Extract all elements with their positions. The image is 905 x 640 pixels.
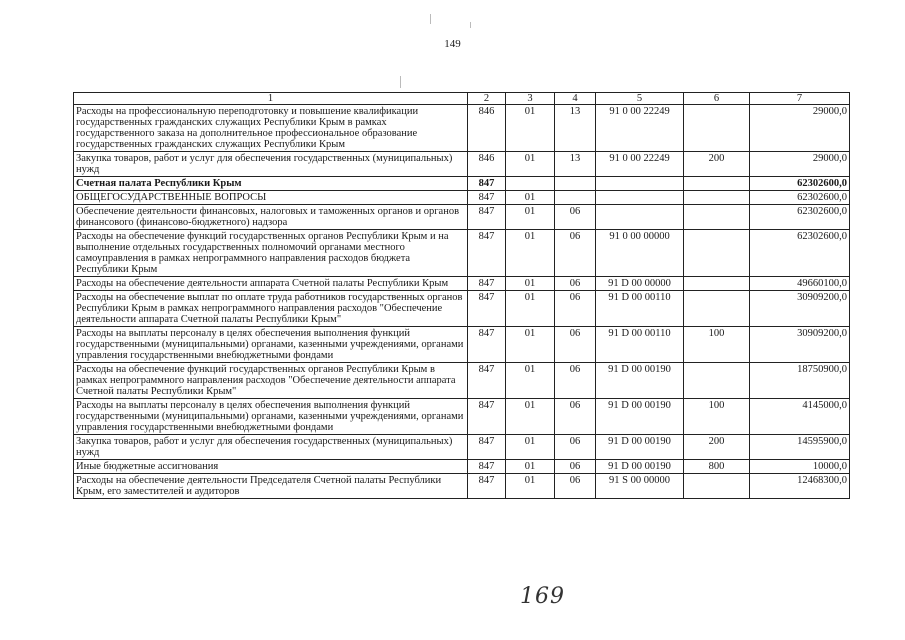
table-row bbox=[74, 435, 850, 460]
cell-subsection: 06 bbox=[555, 230, 596, 277]
cell-target bbox=[596, 177, 684, 191]
cell-code: 847 bbox=[468, 435, 506, 460]
cell-code: 847 bbox=[468, 277, 506, 291]
cell-subsection: 06 bbox=[555, 277, 596, 291]
cell-code: 847 bbox=[468, 177, 506, 191]
table-row bbox=[74, 191, 850, 205]
cell-subsection: 06 bbox=[555, 327, 596, 363]
header-row bbox=[74, 93, 850, 105]
header-subsection: 4 bbox=[555, 93, 596, 105]
cell-name: Расходы на выплаты персоналу в целях обеспечения выполнения функций государственными (муниципальными) органами, казенными учреждениями, органами управления государственными внебюджетными фондами bbox=[74, 327, 468, 363]
table-row bbox=[74, 152, 850, 177]
table-row bbox=[74, 327, 850, 363]
table-row bbox=[74, 474, 850, 499]
cell-target: 91 D 00 00110 bbox=[596, 327, 684, 363]
scan-artifact bbox=[470, 22, 471, 28]
scan-artifact bbox=[400, 76, 401, 88]
table-row bbox=[74, 230, 850, 277]
cell-type bbox=[684, 105, 750, 152]
cell-amount: 14595900,0 bbox=[750, 435, 850, 460]
table-row bbox=[74, 205, 850, 230]
cell-code: 846 bbox=[468, 152, 506, 177]
cell-type: 800 bbox=[684, 460, 750, 474]
cell-target: 91 D 00 00000 bbox=[596, 277, 684, 291]
cell-section: 01 bbox=[506, 363, 555, 399]
cell-code: 847 bbox=[468, 460, 506, 474]
cell-amount: 62302600,0 bbox=[750, 205, 850, 230]
cell-code: 847 bbox=[468, 327, 506, 363]
header-section: 3 bbox=[506, 93, 555, 105]
cell-name: Иные бюджетные ассигнования bbox=[74, 460, 468, 474]
cell-section: 01 bbox=[506, 191, 555, 205]
cell-target bbox=[596, 205, 684, 230]
cell-type: 200 bbox=[684, 435, 750, 460]
cell-target: 91 0 00 00000 bbox=[596, 230, 684, 277]
cell-type: 100 bbox=[684, 399, 750, 435]
cell-type: 100 bbox=[684, 327, 750, 363]
table-row bbox=[74, 177, 850, 191]
budget-table bbox=[73, 92, 850, 499]
cell-amount: 10000,0 bbox=[750, 460, 850, 474]
cell-name: Расходы на обеспечение деятельности Председателя Счетной палаты Республики Крым, его заместителей и аудиторов bbox=[74, 474, 468, 499]
cell-subsection: 06 bbox=[555, 205, 596, 230]
cell-name: Расходы на обеспечение функций государственных органов Республики Крым в рамках непрограммного направления расходов "Обеспечение деятельности аппарата Счетной палаты Республики Крым" bbox=[74, 363, 468, 399]
cell-target: 91 0 00 22249 bbox=[596, 152, 684, 177]
cell-subsection bbox=[555, 191, 596, 205]
cell-subsection bbox=[555, 177, 596, 191]
cell-amount: 30909200,0 bbox=[750, 327, 850, 363]
cell-section: 01 bbox=[506, 291, 555, 327]
cell-subsection: 13 bbox=[555, 105, 596, 152]
cell-name: Расходы на обеспечение деятельности аппарата Счетной палаты Республики Крым bbox=[74, 277, 468, 291]
cell-code: 847 bbox=[468, 205, 506, 230]
header-code: 2 bbox=[468, 93, 506, 105]
cell-subsection: 06 bbox=[555, 435, 596, 460]
cell-subsection: 06 bbox=[555, 474, 596, 499]
cell-name: Закупка товаров, работ и услуг для обеспечения государственных (муниципальных) нужд bbox=[74, 435, 468, 460]
cell-name: Расходы на профессиональную переподготовку и повышение квалификации государственных гражданских служащих Республики Крым в рамках государственного заказа на дополнительное профессиональное образование государственных гражданских служащих Республики Крым bbox=[74, 105, 468, 152]
cell-amount: 29000,0 bbox=[750, 105, 850, 152]
cell-code: 847 bbox=[468, 291, 506, 327]
cell-amount: 12468300,0 bbox=[750, 474, 850, 499]
cell-target: 91 D 00 00190 bbox=[596, 363, 684, 399]
table-row bbox=[74, 277, 850, 291]
cell-section: 01 bbox=[506, 327, 555, 363]
cell-section: 01 bbox=[506, 460, 555, 474]
cell-name: Счетная палата Республики Крым bbox=[74, 177, 468, 191]
cell-subsection: 13 bbox=[555, 152, 596, 177]
cell-amount: 49660100,0 bbox=[750, 277, 850, 291]
cell-target: 91 D 00 00110 bbox=[596, 291, 684, 327]
cell-amount: 4145000,0 bbox=[750, 399, 850, 435]
cell-type: 200 bbox=[684, 152, 750, 177]
cell-code: 847 bbox=[468, 474, 506, 499]
cell-type bbox=[684, 191, 750, 205]
header-type: 6 bbox=[684, 93, 750, 105]
cell-type bbox=[684, 474, 750, 499]
cell-subsection: 06 bbox=[555, 460, 596, 474]
cell-type bbox=[684, 277, 750, 291]
cell-type bbox=[684, 230, 750, 277]
cell-section: 01 bbox=[506, 152, 555, 177]
cell-amount: 29000,0 bbox=[750, 152, 850, 177]
cell-code: 847 bbox=[468, 230, 506, 277]
scan-artifact bbox=[430, 14, 431, 24]
cell-target: 91 D 00 00190 bbox=[596, 435, 684, 460]
cell-target bbox=[596, 191, 684, 205]
cell-name: Закупка товаров, работ и услуг для обеспечения государственных (муниципальных) нужд bbox=[74, 152, 468, 177]
cell-section: 01 bbox=[506, 205, 555, 230]
cell-code: 847 bbox=[468, 399, 506, 435]
handwritten-page-mark: 169 bbox=[520, 584, 565, 609]
cell-target: 91 S 00 00000 bbox=[596, 474, 684, 499]
table-row bbox=[74, 399, 850, 435]
cell-section: 01 bbox=[506, 399, 555, 435]
cell-target: 91 D 00 00190 bbox=[596, 460, 684, 474]
cell-amount: 18750900,0 bbox=[750, 363, 850, 399]
cell-type bbox=[684, 177, 750, 191]
cell-target: 91 0 00 22249 bbox=[596, 105, 684, 152]
cell-section bbox=[506, 177, 555, 191]
cell-name: Расходы на выплаты персоналу в целях обеспечения выполнения функций государственными (муниципальными) органами, казенными учреждениями, органами управления государственными внебюджетными фондами bbox=[74, 399, 468, 435]
cell-amount: 62302600,0 bbox=[750, 177, 850, 191]
cell-subsection: 06 bbox=[555, 399, 596, 435]
header-name: 1 bbox=[74, 93, 468, 105]
cell-type bbox=[684, 291, 750, 327]
cell-section: 01 bbox=[506, 474, 555, 499]
cell-target: 91 D 00 00190 bbox=[596, 399, 684, 435]
cell-type bbox=[684, 205, 750, 230]
table-row bbox=[74, 363, 850, 399]
cell-code: 847 bbox=[468, 191, 506, 205]
cell-code: 847 bbox=[468, 363, 506, 399]
table-row bbox=[74, 105, 850, 152]
table-row bbox=[74, 291, 850, 327]
cell-type bbox=[684, 363, 750, 399]
cell-name: ОБЩЕГОСУДАРСТВЕННЫЕ ВОПРОСЫ bbox=[74, 191, 468, 205]
cell-section: 01 bbox=[506, 230, 555, 277]
cell-amount: 30909200,0 bbox=[750, 291, 850, 327]
cell-name: Расходы на обеспечение функций государственных органов Республики Крым и на выполнение отдельных государственных полномочий органами местного самоуправления в рамках непрограммного направления расходов бюджета Республики Крым bbox=[74, 230, 468, 277]
cell-subsection: 06 bbox=[555, 291, 596, 327]
cell-name: Обеспечение деятельности финансовых, налоговых и таможенных органов и органов финансового (финансово-бюджетного) надзора bbox=[74, 205, 468, 230]
cell-subsection: 06 bbox=[555, 363, 596, 399]
page-number: 149 bbox=[444, 38, 461, 50]
table-row bbox=[74, 460, 850, 474]
cell-section: 01 bbox=[506, 277, 555, 291]
cell-code: 846 bbox=[468, 105, 506, 152]
cell-amount: 62302600,0 bbox=[750, 230, 850, 277]
cell-section: 01 bbox=[506, 435, 555, 460]
header-amount: 7 bbox=[750, 93, 850, 105]
cell-section: 01 bbox=[506, 105, 555, 152]
cell-amount: 62302600,0 bbox=[750, 191, 850, 205]
header-target: 5 bbox=[596, 93, 684, 105]
cell-name: Расходы на обеспечение выплат по оплате труда работников государственных органов Республики Крым в рамках непрограммного направления расходов "Обеспечение деятельности аппарата Счетной палаты Республики Крым" bbox=[74, 291, 468, 327]
